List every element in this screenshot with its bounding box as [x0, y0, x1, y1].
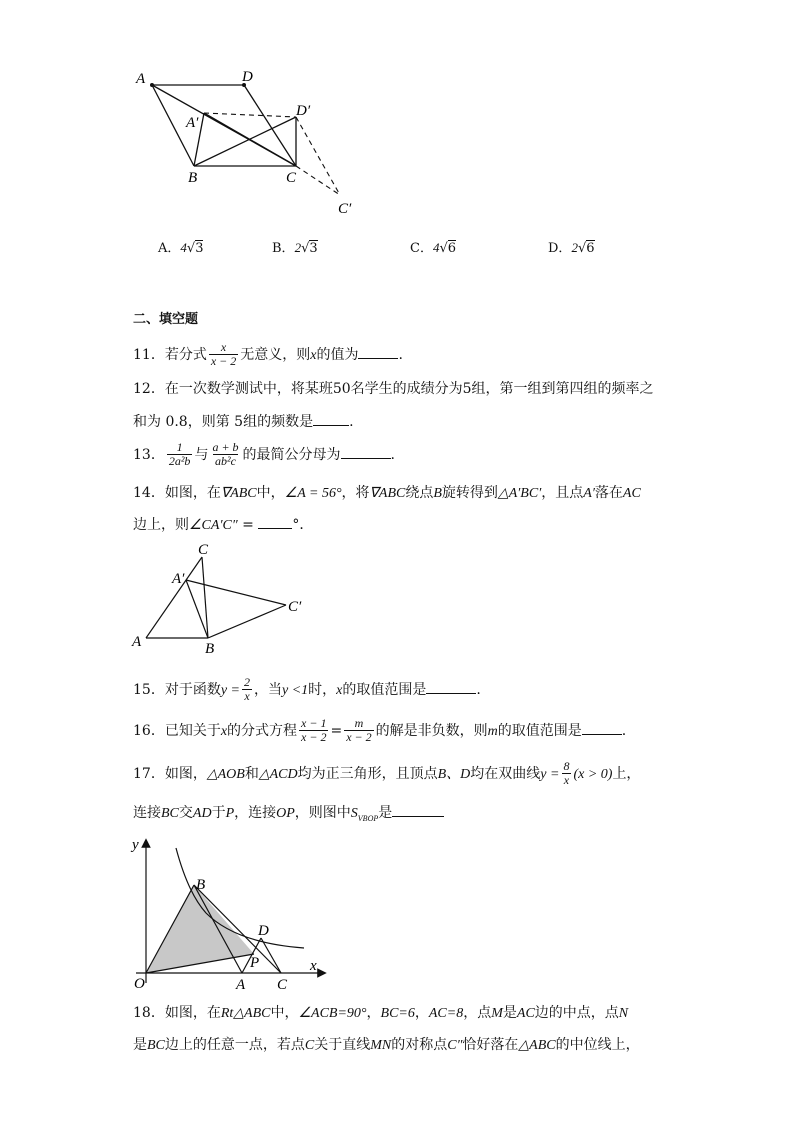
q11-var: x	[310, 347, 317, 363]
option-c[interactable]	[410, 241, 456, 255]
q17-den: x	[563, 773, 570, 788]
sqrt-symbol: √	[577, 241, 587, 256]
option-d-coef: 2	[571, 240, 578, 255]
q17-and: 和	[244, 765, 259, 782]
option-a-letter: A．	[158, 241, 181, 256]
option-c-letter: C．	[410, 241, 433, 256]
q18-bc2: BC	[147, 1038, 165, 1053]
label-a: A	[236, 977, 246, 993]
q13-prefix: 13．	[133, 446, 165, 463]
q18-t6: 是	[502, 1005, 517, 1021]
option-b-rad: 3	[309, 241, 318, 256]
q14-t7: 落在	[594, 485, 623, 501]
q17-sub: VBOP	[357, 813, 379, 823]
label-c: C	[286, 170, 297, 186]
q18-t11: 的对称点	[391, 1037, 448, 1053]
q18-t7: 边的中点，点	[534, 1005, 619, 1021]
question-17-line1	[133, 760, 640, 788]
q18-m: M	[491, 1006, 503, 1021]
label-b: B	[205, 641, 215, 657]
q18-ac: AC=8	[428, 1006, 464, 1021]
q14-tri3: △A′BC′	[497, 486, 542, 501]
q13-answer-blank[interactable]	[341, 446, 391, 459]
q17-s: S	[350, 806, 358, 821]
q17-t1: 17．如图，	[133, 765, 207, 782]
question-16	[133, 717, 626, 745]
section-title: 二、填空题	[133, 312, 199, 327]
q15-end: .	[476, 681, 481, 698]
q13-fraction-1	[167, 441, 193, 469]
q18-mn: MN	[370, 1038, 392, 1053]
q17-fraction	[561, 760, 571, 788]
q11-after: 无意义，则	[240, 346, 311, 363]
option-d-letter: D．	[548, 241, 572, 256]
option-b-coef: 2	[294, 240, 302, 255]
option-c-rad: 6	[447, 241, 457, 256]
q13-f1-den: 2a²b	[168, 454, 191, 469]
q16-mid: 的分式方程	[227, 722, 298, 739]
q13-end: .	[390, 446, 395, 463]
q15-fraction	[242, 676, 252, 704]
option-a-rad: 3	[195, 241, 204, 256]
question-15	[133, 676, 481, 704]
q14-t3: ，将	[341, 485, 370, 501]
q17-t7: 于	[211, 805, 226, 821]
q18-t4: ，	[414, 1005, 429, 1021]
option-b[interactable]	[272, 241, 318, 255]
q18-t10: 关于直线	[314, 1037, 371, 1053]
label-a: A	[136, 71, 146, 87]
q14-t1: 14．如图，在	[133, 485, 221, 501]
q14-t2: 中，	[256, 485, 285, 501]
q16-x: x	[220, 723, 228, 739]
label-o: O	[134, 976, 145, 992]
q16-fraction-1	[299, 717, 328, 745]
q17-t9: ，则图中	[294, 805, 351, 821]
segment-b-c-prime	[208, 605, 286, 638]
question-13	[133, 441, 395, 469]
q14-answer-blank[interactable]	[258, 516, 292, 529]
q16-prefix: 16．已知关于	[133, 722, 221, 739]
q18-t8: 是	[133, 1037, 147, 1053]
q15-tail: 的取值范围是	[342, 681, 427, 698]
segment-ac	[146, 557, 202, 638]
q18-rt: Rt△ABC	[220, 1006, 271, 1021]
q16-end: .	[621, 722, 627, 739]
option-d-rad: 6	[586, 241, 595, 256]
q18-t2: 中，	[270, 1005, 299, 1021]
q14-t6: ，且点	[541, 485, 584, 501]
label-c-prime: C′	[338, 201, 352, 217]
question-14-line1	[133, 486, 641, 501]
q18-cpp: C″	[447, 1038, 463, 1053]
segment-a-prime-c-prime	[186, 580, 286, 605]
q15-y: y =	[220, 682, 240, 698]
q11-fraction	[209, 341, 238, 369]
q18-t3: ，	[366, 1005, 381, 1021]
option-b-letter: B．	[272, 241, 295, 256]
q18-n: N	[618, 1006, 629, 1021]
q16-tail: 的取值范围是	[497, 722, 582, 739]
q11-frac-den: x − 2	[210, 354, 237, 369]
q17-t2: 均为正三角形，且顶点	[297, 765, 438, 782]
q11-tail: 的值为	[316, 346, 359, 363]
q14-angle: ∠A = 56°	[284, 486, 342, 501]
label-a-prime: A′	[186, 115, 199, 131]
q17-p: P	[225, 806, 235, 821]
sqrt-symbol: √	[439, 241, 448, 256]
q16-eq: =	[330, 722, 343, 739]
q17-answer-blank[interactable]	[392, 804, 444, 817]
label-a-prime: A′	[172, 571, 185, 587]
label-a: A	[132, 634, 142, 650]
q14-t4: 绕点	[405, 485, 434, 501]
q16-m: m	[487, 723, 498, 739]
option-a[interactable]	[158, 241, 203, 255]
q16-f2-den: x − 2	[346, 730, 372, 745]
q11-prefix: 11．若分式	[133, 346, 207, 363]
figure-parallelogram	[130, 65, 370, 225]
option-a-coef: 4	[180, 240, 187, 255]
q14-point-a-prime: A′	[583, 486, 595, 501]
q18-acb: ∠ACB=90°	[298, 1006, 367, 1021]
q16-f1-num: x − 1	[301, 716, 327, 730]
q15-prefix: 15．对于函数	[133, 681, 221, 698]
label-b: B	[188, 170, 198, 186]
figure-17	[126, 833, 336, 993]
q13-fraction-2	[210, 441, 240, 469]
q18-t13: 的中位线上，	[555, 1037, 640, 1053]
q18-tri: △ABC	[518, 1038, 556, 1053]
q18-t12: 恰好落在	[462, 1037, 519, 1053]
q17-cond: (x > 0)	[573, 766, 613, 782]
q15-num: 2	[244, 675, 250, 689]
q17-t3: 均在双曲线	[470, 765, 541, 782]
q11-end: .	[398, 346, 403, 363]
q15-cond: y <1	[282, 682, 309, 698]
q13-f1-num: 1	[176, 440, 183, 454]
label-b: B	[196, 877, 206, 893]
label-x: x	[310, 958, 317, 974]
q14-end: °．	[292, 517, 314, 533]
q17-num: 8	[563, 759, 570, 773]
sqrt-symbol: √	[301, 241, 310, 256]
point-a	[150, 83, 154, 87]
question-12-line1: 12．在一次数学测试中，将某班50名学生的成绩分为5组，第一组到第四组的频率之	[133, 381, 654, 397]
q15-answer-blank[interactable]	[426, 681, 476, 694]
q18-bc: BC=6	[380, 1006, 415, 1021]
option-d[interactable]	[548, 241, 595, 255]
dashed-d-prime-c-prime	[296, 117, 340, 195]
q16-f1-den: x − 2	[301, 730, 327, 745]
q13-after: 的最简公分母为	[242, 446, 341, 463]
sqrt-symbol: √	[186, 241, 196, 256]
q12-end: .	[349, 414, 354, 430]
q17-t6: 交	[178, 805, 193, 821]
q14-eq: =	[237, 517, 259, 533]
q18-t1: 18．如图，在	[133, 1005, 221, 1021]
label-d-prime: D′	[296, 103, 311, 119]
question-18-line1	[133, 1006, 628, 1021]
q18-t5: ，点	[463, 1005, 492, 1021]
figure-14	[128, 540, 318, 658]
q11-answer-blank[interactable]	[358, 346, 398, 359]
q16-fraction-2	[344, 717, 373, 745]
option-c-coef: 4	[432, 240, 440, 255]
q17-t4: 上，	[612, 765, 641, 782]
label-d: D	[258, 923, 269, 939]
q14-t5: 旋转得到	[441, 485, 498, 501]
question-12-line2	[133, 413, 354, 429]
label-c: C	[198, 542, 209, 558]
q17-t8: ，连接	[234, 805, 277, 821]
q14-angle2: ∠CA′C″	[189, 518, 238, 533]
label-d: D	[242, 69, 253, 85]
q17-t10: 是	[378, 805, 393, 821]
q14-seg: AC	[622, 486, 641, 501]
q18-c: C	[304, 1038, 315, 1053]
question-11	[133, 341, 403, 369]
q16-after: 的解是非负数，则	[375, 722, 488, 739]
q18-ac2: AC	[516, 1006, 535, 1021]
q11-frac-num: x	[220, 340, 227, 354]
q14-tri2: ∇ABC	[369, 486, 406, 501]
q14-tri1: ∇ABC	[220, 486, 257, 501]
q17-ad: AD	[192, 806, 212, 821]
label-y: y	[132, 837, 139, 853]
question-18-line2	[133, 1038, 640, 1053]
q17-tri2: △ACD	[258, 766, 298, 782]
q13-f2-num: a + b	[212, 440, 239, 454]
dashed-a-prime-d-prime	[204, 113, 296, 117]
q16-f2-num: m	[354, 716, 364, 730]
q16-answer-blank[interactable]	[582, 722, 622, 735]
dashed-c-c-prime	[296, 166, 340, 195]
q17-y: y =	[540, 766, 560, 782]
q12-line2: 和为 0.8，则第 5组的频数是	[133, 414, 314, 430]
question-14-line2	[133, 516, 313, 533]
q15-mid2: 时，	[308, 681, 337, 698]
q15-den: x	[244, 689, 250, 704]
label-p: P	[250, 955, 260, 971]
label-c: C	[277, 977, 288, 993]
q18-t9: 边上的任意一点，若点	[164, 1037, 305, 1053]
q17-bc: BC	[161, 806, 179, 821]
segment-dc	[244, 85, 296, 166]
q15-x: x	[336, 682, 343, 698]
label-c-prime: C′	[288, 599, 302, 615]
q12-answer-blank[interactable]	[313, 413, 349, 426]
q17-pts: B、D	[437, 766, 471, 782]
question-17-line2	[133, 804, 444, 823]
q13-f2-den: ab²c	[215, 454, 236, 469]
q17-t5: 连接	[133, 805, 161, 821]
q17-op: OP	[276, 806, 295, 821]
q14-point-b: B	[433, 486, 442, 501]
q14-t8: 边上，则	[133, 517, 189, 533]
q15-mid: ，当	[254, 681, 282, 698]
q17-tri1: △AOB	[206, 766, 245, 782]
q13-mid: 与	[194, 446, 209, 463]
